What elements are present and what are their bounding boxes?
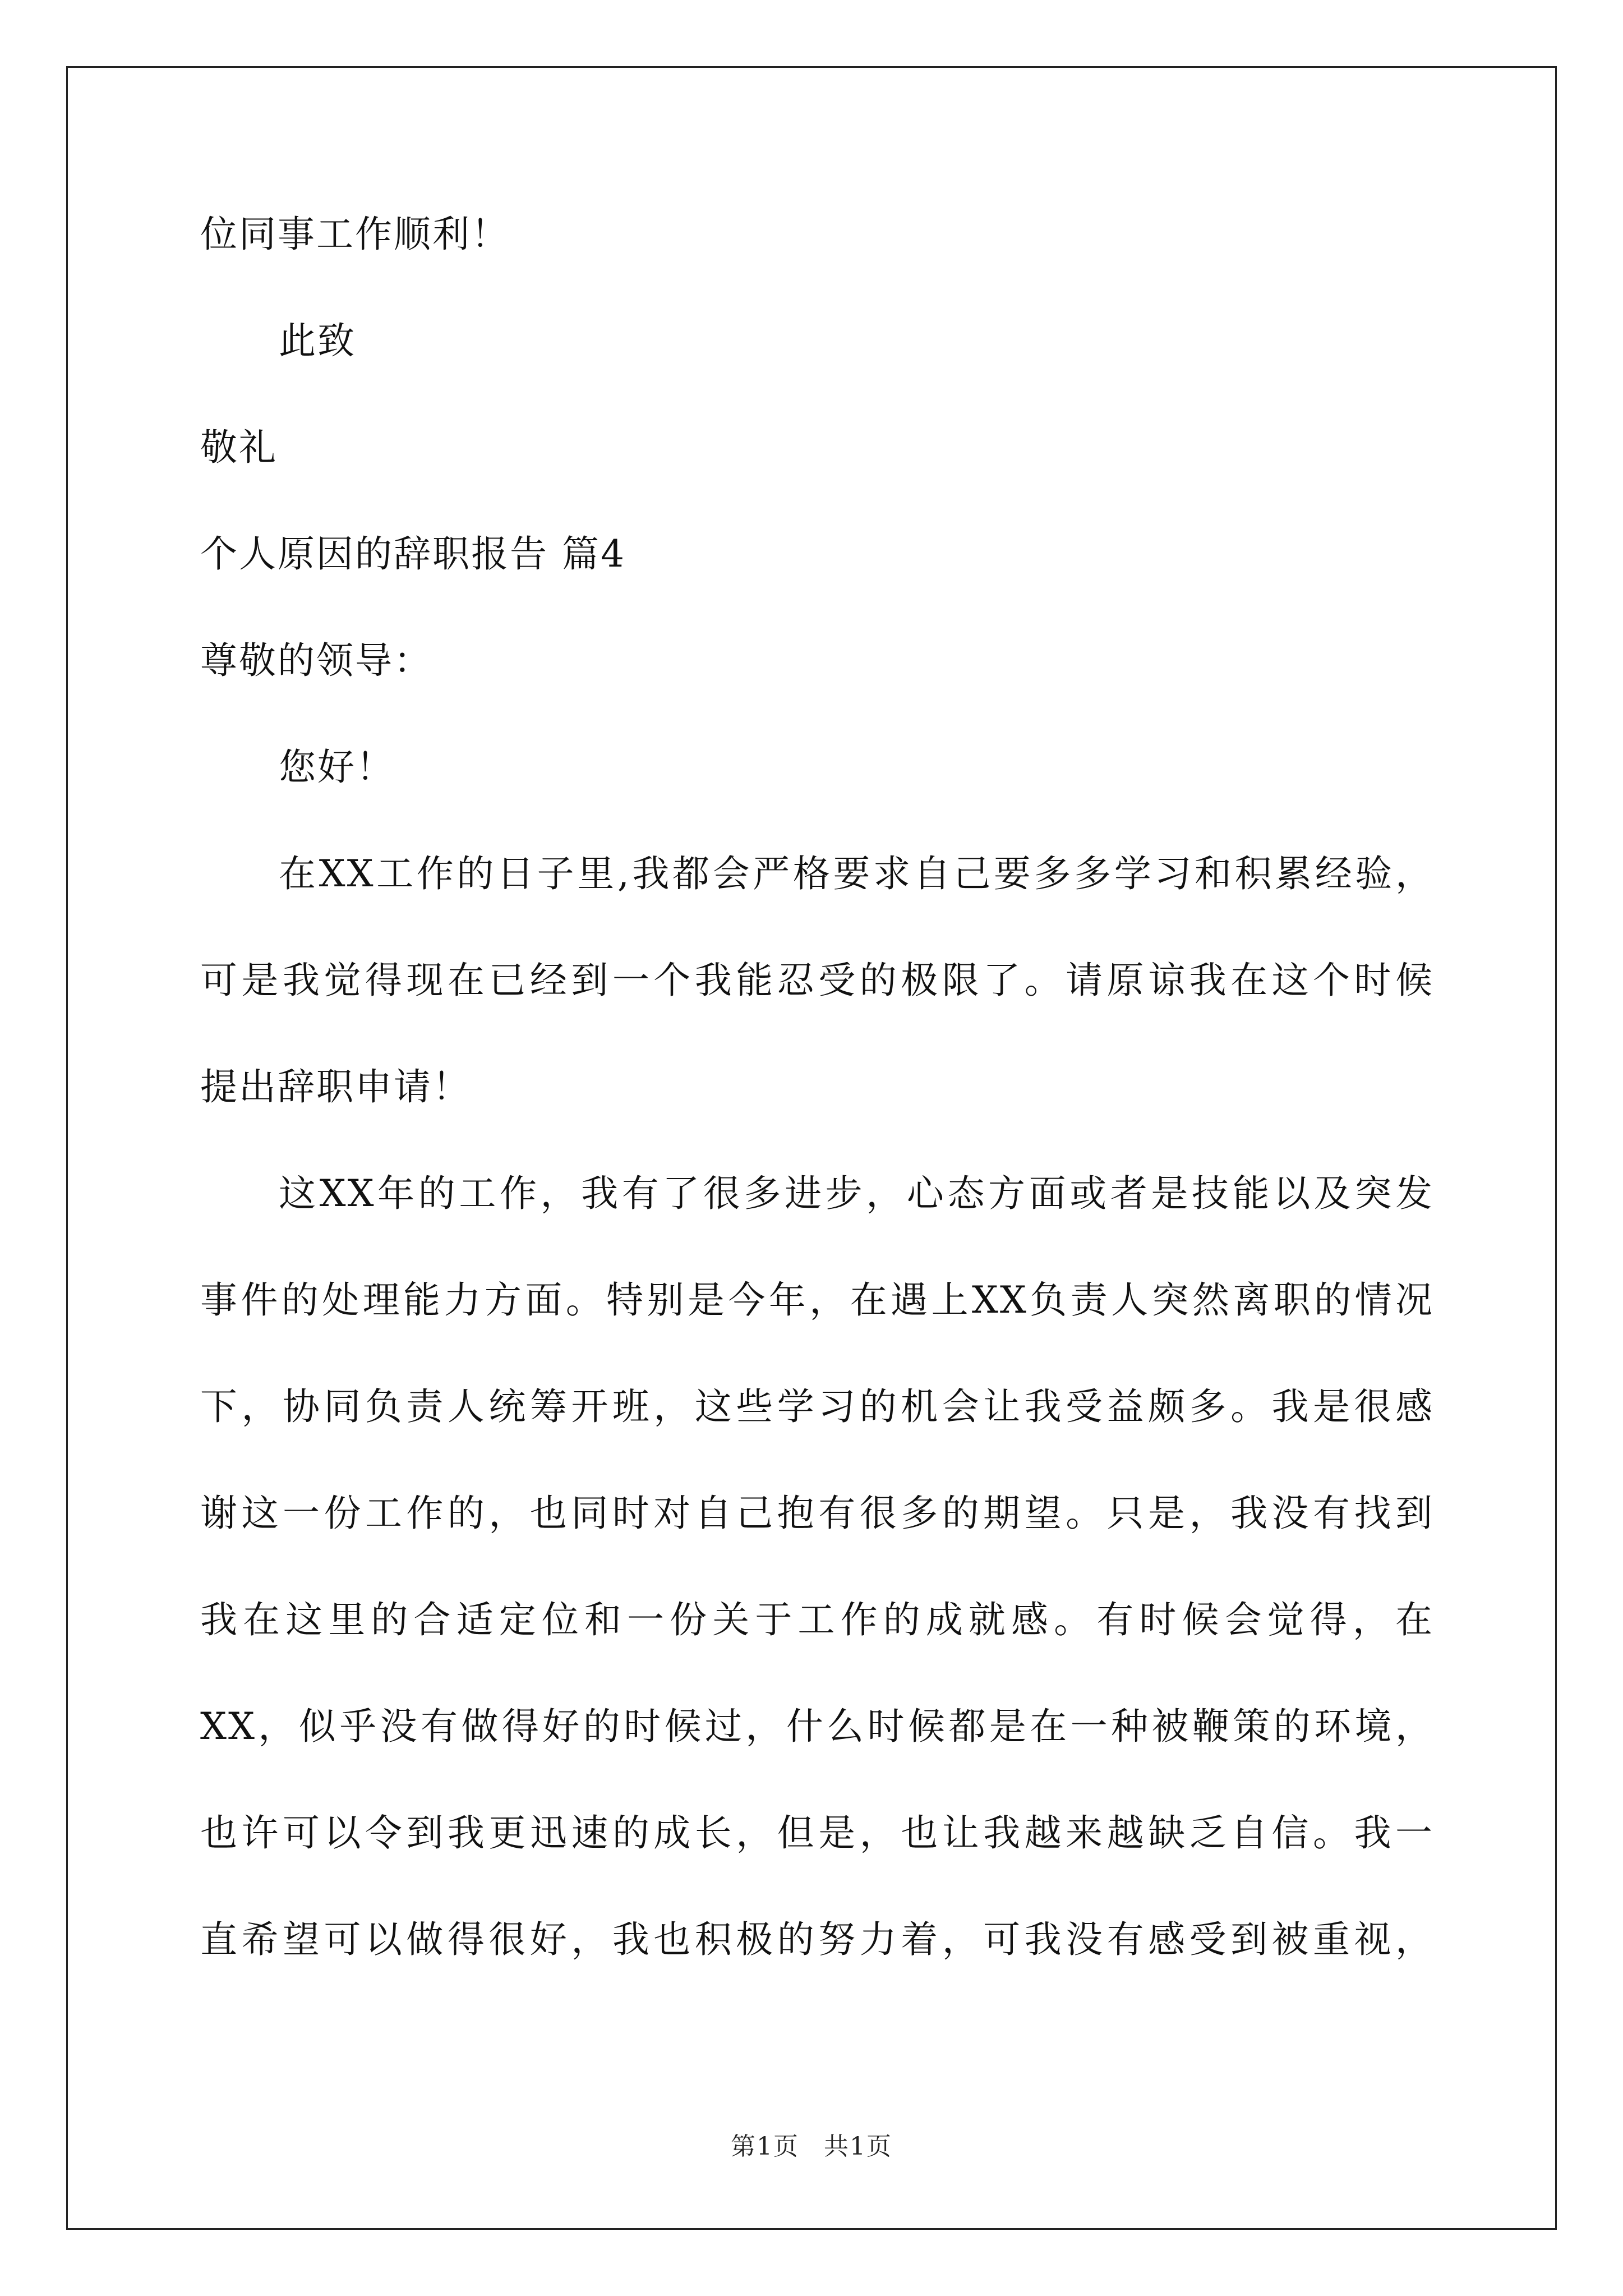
paragraph-line: 也许可以令到我更迅速的成长，但是，也让我越来越缺乏自信。我一 [200,1811,1434,1855]
paragraph-line: 我在这里的合适定位和一份关于工作的成就感。有时候会觉得，在 [200,1598,1434,1641]
paragraph [200,1140,1434,1993]
text-line: 位同事工作顺利！ [200,213,510,256]
document-body [200,208,1434,1993]
closing-salutation: 此致 [279,319,356,362]
paragraph-line: 直希望可以做得很好，我也积极的努力着，可我没有感受到被重视， [200,1918,1434,1961]
paragraph-line: 事件的处理能力方面。特别是今年，在遇上XX负责人突然离职的情况 [200,1278,1434,1322]
paragraph-line: 谢这一份工作的，也同时对自己抱有很多的期望。只是，我没有找到 [200,1492,1434,1535]
section-heading: 个人原因的辞职报告 篇4 [200,532,626,576]
paragraph-line: 可是我觉得现在已经到一个我能忍受的极限了。请原谅我在这个时候 [200,959,1434,1002]
closing-regards: 敬礼 [200,426,278,469]
greeting: 您好！ [279,746,395,789]
page-number: 第1页 [731,2132,799,2161]
paragraph-line: 提出辞职申请！ [200,1065,471,1108]
paragraph-line: XX，似乎没有做得好的时候过，什么时候都是在一种被鞭策的环境， [200,1705,1434,1748]
page-footer [0,2126,1623,2162]
paragraph-line: 在XX工作的日子里,我都会严格要求自己要多多学习和积累经验， [279,852,1434,895]
greeting-recipient: 尊敬的领导： [200,639,432,682]
page-total: 共1页 [824,2132,892,2161]
paragraph-line: 这XX年的工作，我有了很多进步，心态方面或者是技能以及突发 [279,1172,1434,1215]
paragraph-line: 下，协同负责人统筹开班，这些学习的机会让我受益颇多。我是很感 [200,1385,1434,1428]
paragraph [200,821,1434,1140]
